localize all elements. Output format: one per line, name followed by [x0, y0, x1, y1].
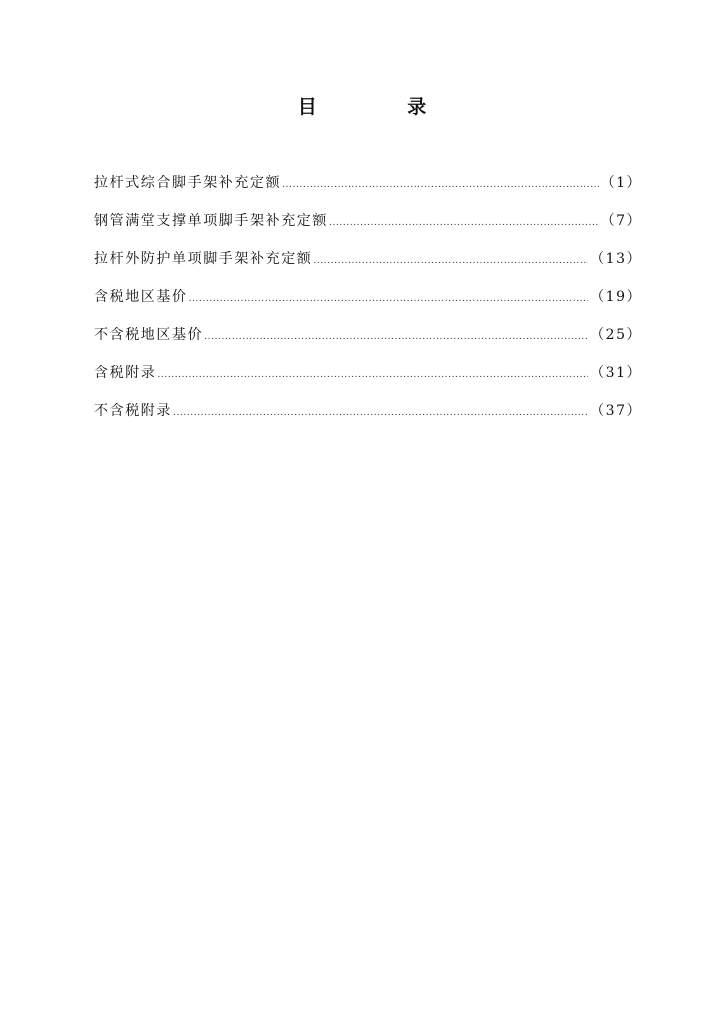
toc-entry	[94, 284, 642, 322]
toc-entry-page: （19）	[590, 289, 642, 305]
dot-leader	[173, 400, 588, 426]
toc-entry-page: （13）	[590, 251, 642, 267]
toc-entry-page: （1）	[600, 175, 642, 191]
toc-entry-title: 钢管满堂支撑单项脚手架补充定额	[94, 213, 328, 229]
dot-leader	[189, 286, 589, 312]
toc-entry-page: （25）	[590, 327, 642, 343]
toc-entry	[94, 170, 642, 208]
toc-entry-title: 拉杆外防护单项脚手架补充定额	[94, 251, 313, 267]
toc-entry-title: 拉杆式综合脚手架补充定额	[94, 175, 282, 191]
toc-entry-title: 含税地区基价	[94, 289, 188, 305]
toc-entry	[94, 208, 642, 246]
toc-entry-title: 不含税附录	[94, 403, 172, 419]
toc-entry-page: （7）	[600, 213, 642, 229]
toc-entry-page: （37）	[590, 403, 642, 419]
toc-entry-title: 含税附录	[94, 365, 157, 381]
dot-leader	[204, 324, 588, 350]
page-title: 目 录	[297, 96, 469, 118]
toc-entry	[94, 322, 642, 360]
table-of-contents	[94, 170, 642, 436]
dot-leader	[282, 172, 598, 198]
dot-leader	[157, 362, 588, 388]
dot-leader	[313, 248, 588, 274]
toc-entry	[94, 246, 642, 284]
toc-entry-title: 不含税地区基价	[94, 327, 204, 343]
dot-leader	[329, 210, 599, 236]
toc-entry	[94, 360, 642, 398]
toc-entry-page: （31）	[590, 365, 642, 381]
toc-entry	[94, 398, 642, 436]
